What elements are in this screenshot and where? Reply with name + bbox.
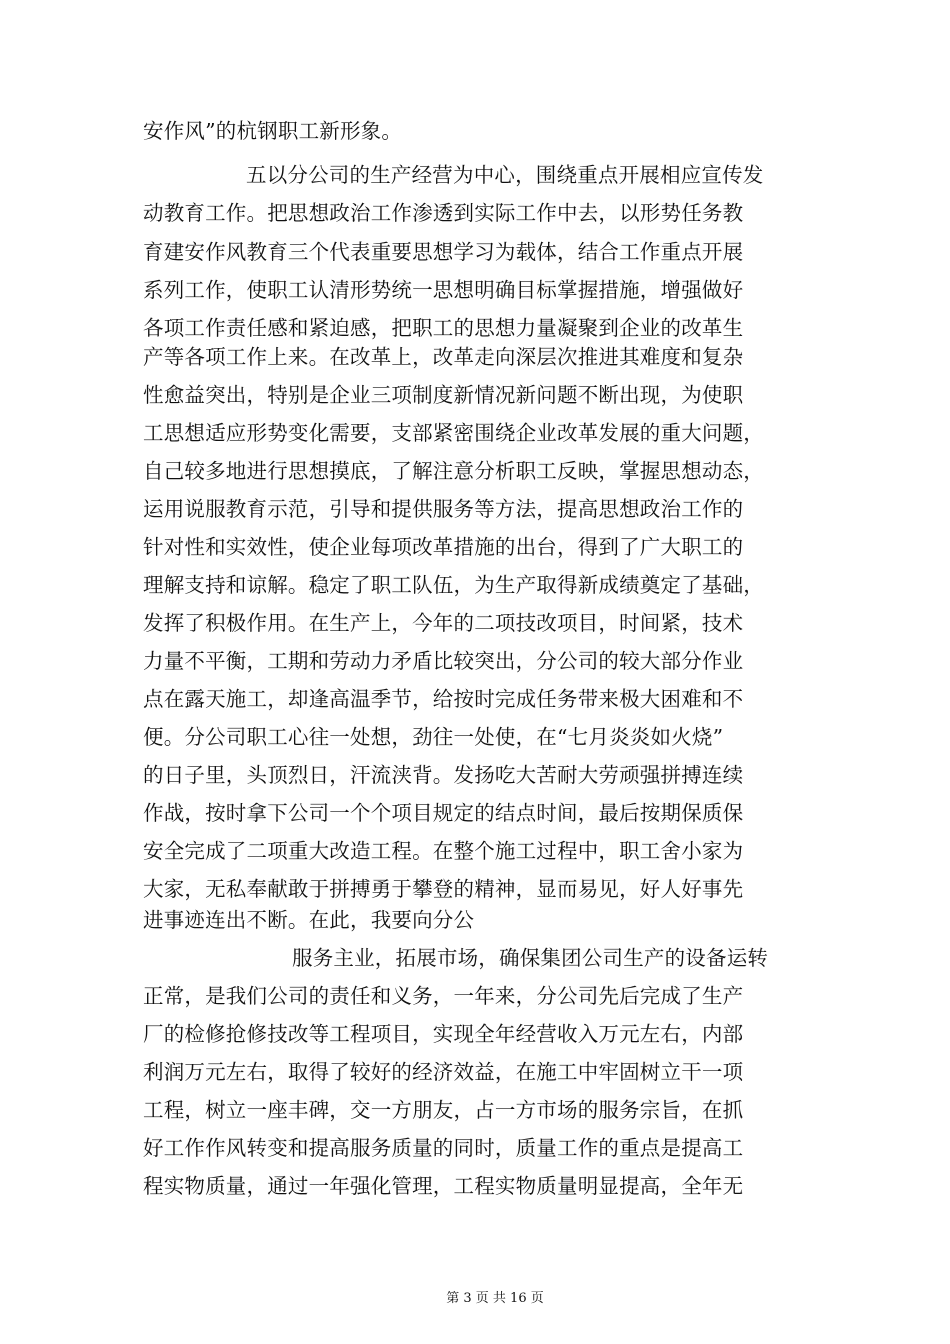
- text-line: 大家，无私奉献敢于拼搏勇于攀登的精神，显而易见，好人好事先: [143, 877, 744, 901]
- text-line: 进事迹连出不断。在此，我要向分公: [143, 908, 475, 932]
- text-line: 产等各项工作上来。在改革上，改革走向深层次推进其难度和复杂: [143, 345, 744, 369]
- text-line: 工思想适应形势变化需要，支部紧密围绕企业改革发展的重大问题，: [143, 421, 764, 445]
- text-line: 利润万元左右，取得了较好的经济效益，在施工中牢固树立干一项: [143, 1060, 744, 1084]
- page-number-footer: 第 3 页 共 16 页: [446, 1291, 544, 1306]
- text-line: 针对性和实效性，使企业每项改革措施的出台，得到了广大职工的: [143, 535, 744, 559]
- text-line: 的日子里，头顶烈日，汗流浃背。发扬吃大苦耐大劳顽强拼搏连续: [143, 763, 744, 787]
- text-line: 理解支持和谅解。稳定了职工队伍，为生产取得新成绩奠定了基础，: [143, 573, 764, 597]
- text-line: 运用说服教育示范，引导和提供服务等方法，提高思想政治工作的: [143, 497, 744, 521]
- text-line: 作战，按时拿下公司一个个项目规定的结点时间，最后按期保质保: [143, 801, 744, 825]
- text-line: 性愈益突出，特别是企业三项制度新情况新问题不断出现，为使职: [143, 383, 744, 407]
- text-line: 育建安作风教育三个代表重要思想学习为载体，结合工作重点开展: [143, 240, 744, 264]
- text-line: 各项工作责任感和紧迫感，把职工的思想力量凝聚到企业的改革生: [143, 316, 744, 340]
- text-line: 发挥了积极作用。在生产上，今年的二项技改项目，时间紧，技术: [143, 611, 744, 635]
- text-line: 点在露天施工，却逢高温季节，给按时完成任务带来极大困难和不: [143, 687, 744, 711]
- text-line: 程实物质量，通过一年强化管理，工程实物质量明显提高，全年无: [143, 1174, 744, 1198]
- text-line: 厂的检修抢修技改等工程项目，实现全年经营收入万元左右，内部: [143, 1022, 744, 1046]
- text-line: 服务主业，拓展市场，确保集团公司生产的设备运转: [292, 946, 769, 970]
- text-line: 安全完成了二项重大改造工程。在整个施工过程中，职工舍小家为: [143, 839, 744, 863]
- text-line: 正常，是我们公司的责任和义务，一年来，分公司先后完成了生产: [143, 984, 744, 1008]
- text-line: 力量不平衡，工期和劳动力矛盾比较突出，分公司的较大部分作业: [143, 649, 744, 673]
- text-line: 自己较多地进行思想摸底，了解注意分析职工反映，掌握思想动态，: [143, 459, 764, 483]
- text-line: 五以分公司的生产经营为中心，围绕重点开展相应宣传发: [246, 163, 764, 187]
- text-line: 便。分公司职工心往一处想，劲往一处使，在“七月炎炎如火烧”: [143, 725, 724, 749]
- text-line: 系列工作，使职工认清形势统一思想明确目标掌握措施，增强做好: [143, 278, 744, 302]
- text-line: 工程，树立一座丰碑，交一方朋友，占一方市场的服务宗旨，在抓: [143, 1098, 744, 1122]
- text-line: 动教育工作。把思想政治工作渗透到实际工作中去，以形势任务教: [143, 201, 744, 225]
- text-line: 好工作作风转变和提高服务质量的同时，质量工作的重点是提高工: [143, 1136, 744, 1160]
- text-line: 安作风”的杭钢职工新形象。: [143, 119, 403, 143]
